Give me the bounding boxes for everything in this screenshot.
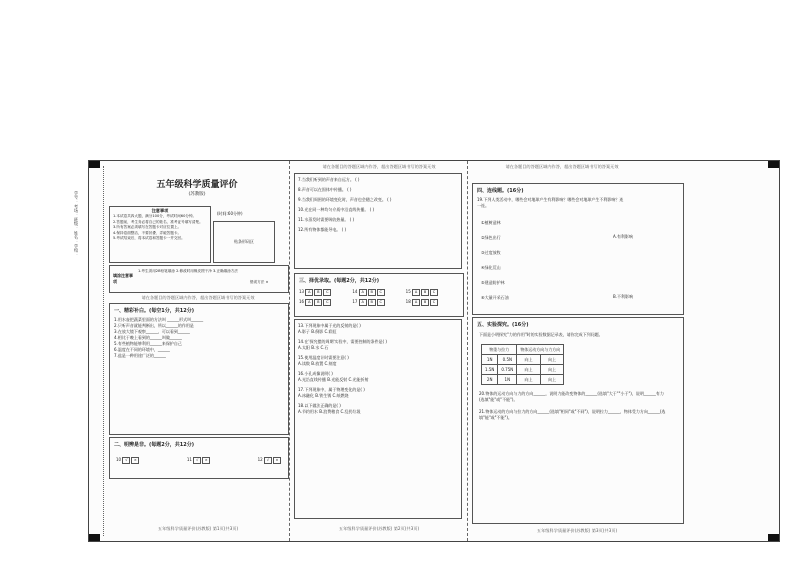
choice-bubble-group: 17 A B C xyxy=(352,299,405,306)
fill-label: 填涂注意事项 xyxy=(113,273,133,284)
judge-item: 11 √ × xyxy=(187,457,211,464)
page-2 xyxy=(289,161,468,541)
notes-box xyxy=(109,206,211,263)
experiment-intro: 下面是小明探究"力的作用"时的实验数据记录表，请你完成下列问题。 xyxy=(479,332,603,337)
side-info: 学号： 考场： 班级： 姓名： 学校： xyxy=(74,191,79,257)
barcode-area: 贴条形码区 xyxy=(213,221,275,263)
connect-right-a: A.有利影响 xyxy=(613,234,633,239)
exam-sheet xyxy=(74,160,780,542)
edition: (苏教版) xyxy=(188,192,206,197)
judge-item: 12 √ × xyxy=(258,457,282,464)
page-header: 请在各题目的答题区域内作答，超出答题区域书写的答案无效 xyxy=(505,164,619,169)
connect-right-b: B.不利影响 xyxy=(613,294,634,299)
fill-example: 错误方法 × xyxy=(250,280,269,284)
data-table: 物重与拉力 物体运动方向与力方向 1N 0.5N 向上 向上 1.5N 0.75N 向上 向上 2N 1N 向上 向上 xyxy=(481,344,564,385)
section-5-box xyxy=(472,317,684,524)
question-21: 21.物体运动的方向与拉力的方向______(选填"相同"或"不同")，说明拉力______，物体受力方向______(选填"能"或"不能")。 xyxy=(479,409,666,420)
table-row: 1.5N 0.75N 向上 向上 xyxy=(482,365,564,375)
judge-row xyxy=(110,451,288,470)
answer-instruction: 请在各题目的答题区域内作答，超出答题区域书写的答案无效 xyxy=(141,295,255,300)
notes-list: 1.本试卷共四大题，满分100分，考试时间60分钟。 2.答题前，考生务必将自己的姓名、准考证号填写清楚。 3.所有答案必须填写在答题卡对应位置上。 4.保持卷面整洁，不要折叠、弄破答题卡。 5.考试结束后，将本试卷和答题卡一并交回。 xyxy=(113,214,203,241)
judge-items-box: 7.当我们听到的声音来自远方。 ( ) 8.声音可以在固体中传播。 ( ) 9.当我们周围的环境变化时，声音也会随之改变。 ( ) 10.光在同一种均匀介质中沿直线传播。 ( ) 11.水蒸发时需要吸收热量。 ( ) 12.所有物体都能导电。 ( ) xyxy=(294,173,462,269)
choice-bubble-group: 15 A B C xyxy=(406,289,459,296)
section-3-title: 三、择优录取。(每题2分，共12分) xyxy=(299,278,380,284)
page-footer: 五年级科学质量评价(苏教版) 第2页(共3页) xyxy=(338,526,420,531)
page-footer: 五年级科学质量评价(苏教版) 第3页(共3页) xyxy=(536,528,618,533)
choice-bubble-group: 14 A B C xyxy=(352,289,405,296)
judge-item: 10 √ × xyxy=(116,457,140,464)
section-1-items: 1.用水壶把蔬菜里面的方法叫 ______形式叫______ 2.只听声音就能判断出，所以______的作用是 3.在放大镜下观察______，可以看到______ 4.相比于晚上看到的______叫做______ 5.有些植物能够利用______来保护自己 6.温度在不同的环境中，______ 7.盐是一种用途广泛的______ xyxy=(114,317,204,358)
page-3 xyxy=(467,161,780,541)
page-1 xyxy=(74,161,289,541)
page-title: 五年级科学质量评价 xyxy=(156,180,238,190)
section-3-answer-box xyxy=(294,273,464,317)
section-5-title: 五、实验探究。(16分) xyxy=(477,322,529,328)
section-4-box xyxy=(472,183,684,315)
fill-text: 1.考生须用2B铅笔填涂 2.修改时用橡皮擦干净 3.正确填涂方法 xyxy=(138,269,238,273)
section-2-title: 二、明辨是非。(每题2分，共12分) xyxy=(114,442,195,448)
page-footer: 五年级科学质量评价(苏教版) 第1页(共3页) xyxy=(157,526,239,531)
table-row: 1N 0.5N 向上 向上 xyxy=(482,355,564,365)
seal-line xyxy=(103,166,104,536)
time-label: (时间:60分钟) xyxy=(217,211,243,216)
choice-bubble-group: 18 A B C xyxy=(406,299,459,306)
fill-box xyxy=(109,265,289,293)
section-1-title: 一、精彩补白。(每空1分，共12分) xyxy=(114,308,195,314)
section-1-box xyxy=(109,303,289,435)
choice-bubble-group: 13 A B C xyxy=(299,289,352,296)
section-4-title: 四、连线题。(16分) xyxy=(477,188,524,194)
choice-grid xyxy=(295,287,463,308)
question-20: 20.物体的运动方向与力的方向______，说明力能改变物体的______(选填"大于""小于")，说明______有力(选填"能"或"不能")。 xyxy=(479,391,664,402)
section-2-box xyxy=(109,437,289,479)
connect-left-list: ①植树造林 ②绿色出行 ③过度放牧 ④绿化荒山 ⑤建造防护林 ⑥大量开采石油 xyxy=(481,220,509,300)
notes-title: 注意事项 xyxy=(151,208,169,213)
choice-questions-box: 13.下列现象中属于光的反射的是( ) A.影子 B.倒影 C.彩虹 14.在'探究摆的周期'实验中，需要控制的条件是( ) A.太阳 B.水 C.石 15.使用温度计时需要注意( ) A.读数 B.放置 C.刻度 16.小孔成像说明( ) A.光沿直线传播 B.光能反射 C.光能折射 17.下列现象中，属于物理变化的是( ) A.冰融化 B.铁生锈 C.纸燃烧 18.以下做法正确的是( ) A.节约用水 B.浪费粮食 C.乱扔垃圾 xyxy=(294,319,462,519)
choice-bubble-group: 16 A B C xyxy=(299,299,352,306)
page-header: 请在各题目的答题区域内作答，超出答题区域书写的答案无效 xyxy=(322,164,436,169)
question-19: 19.下列人类活动中，哪些会对地球产生有利影响？哪些会对地球产生不利影响？连一连。 xyxy=(477,197,624,208)
table-row: 2N 1N 向上 向上 xyxy=(482,375,564,385)
